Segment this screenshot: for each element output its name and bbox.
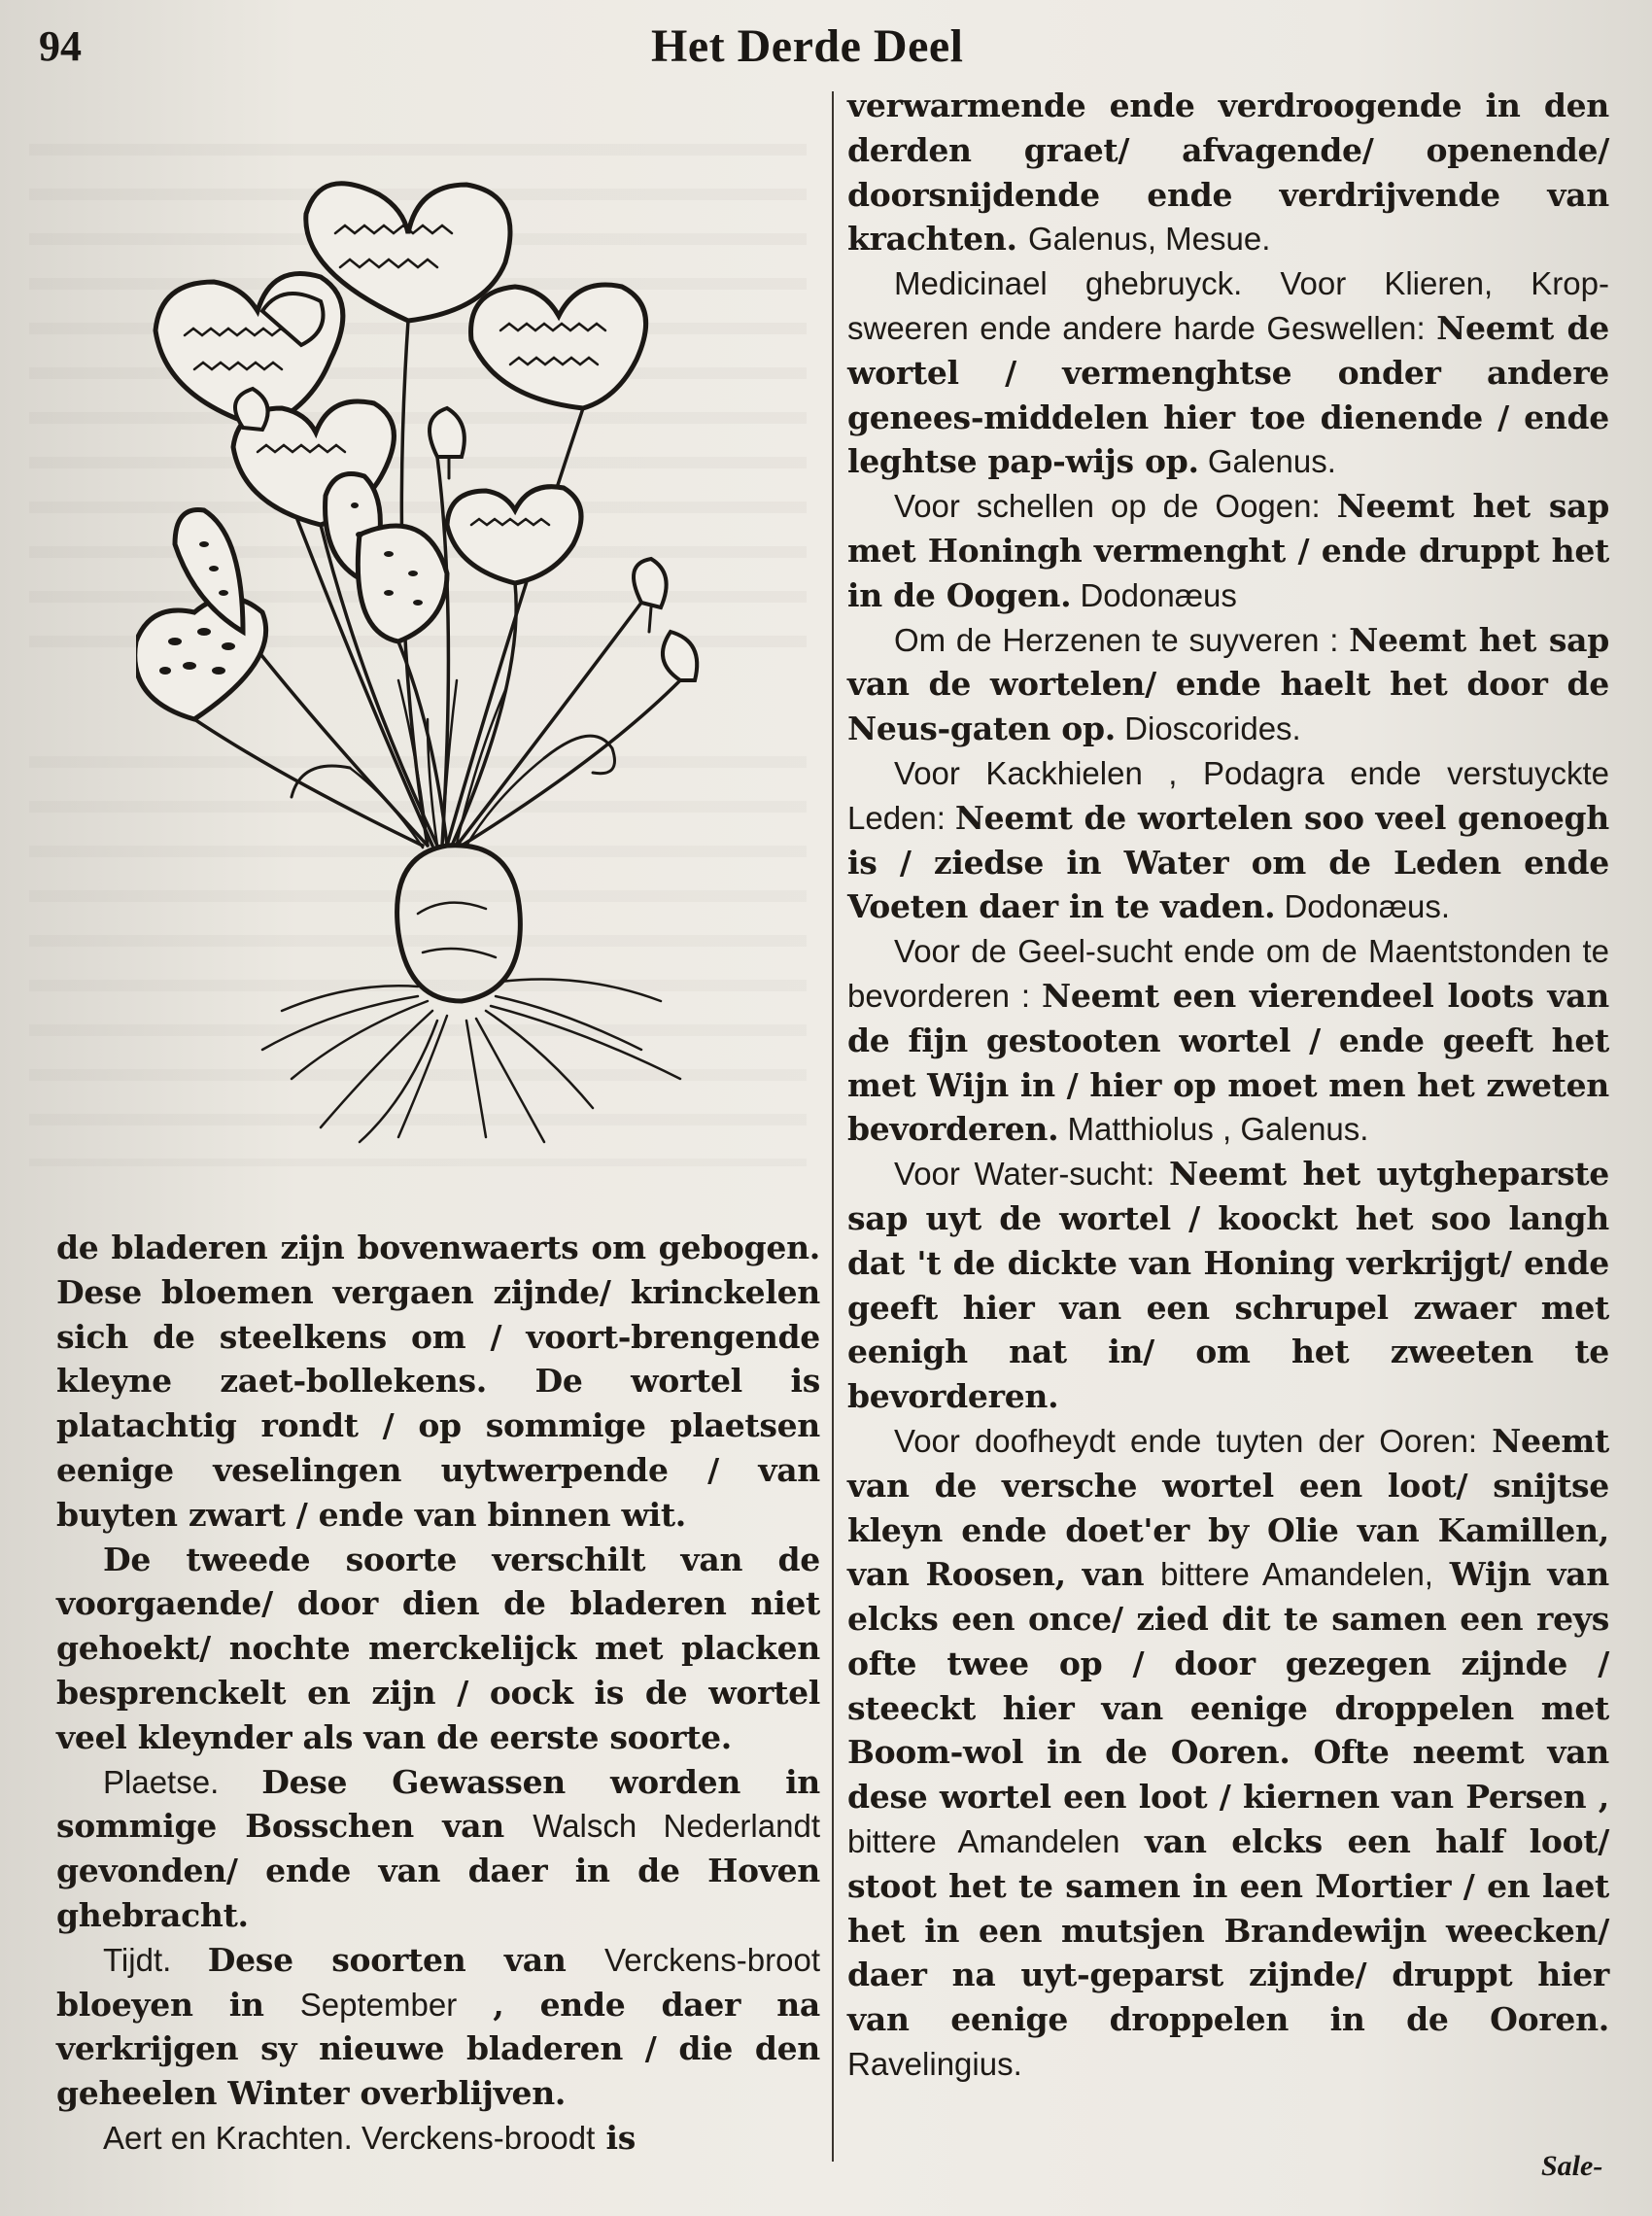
paragraph bbox=[847, 1419, 1609, 2087]
page-header bbox=[0, 14, 1652, 72]
paragraph bbox=[56, 2116, 820, 2161]
roman-run: Ravelingius. bbox=[847, 2046, 1022, 2083]
column-rule bbox=[832, 91, 834, 2162]
blackletter-run: gevonden/ ende van daer in de Hoven ghebracht. bbox=[56, 1852, 820, 1934]
paragraph bbox=[847, 751, 1609, 929]
catchword: Sale- bbox=[1541, 2150, 1603, 2182]
roman-run: bittere Amandelen, bbox=[1160, 1556, 1433, 1593]
paragraph bbox=[56, 1938, 820, 2116]
paragraph bbox=[847, 618, 1609, 751]
roman-run: Dodonæus. bbox=[1275, 888, 1451, 925]
blackletter-run: bloeyen in bbox=[56, 1985, 300, 2024]
paragraph bbox=[847, 484, 1609, 617]
paragraph bbox=[847, 84, 1609, 261]
roman-run: Voor Kackhielen , Podagra ende verstuyckte Leden: bbox=[847, 754, 1609, 836]
blackletter-run: Neemt een vierendeel loots van de fijn gestooten wortel / ende geeft het met Wijn in / hier op moet men het zweten bevorderen. bbox=[847, 976, 1609, 1149]
paragraph bbox=[56, 1538, 820, 1760]
roman-run: bittere Amandelen bbox=[847, 1823, 1120, 1860]
blackletter-run: Dese soorten van bbox=[207, 1940, 605, 1979]
paragraph bbox=[847, 1152, 1609, 1419]
paragraph bbox=[56, 1760, 820, 1938]
roman-run: September bbox=[299, 1986, 458, 2023]
paragraph bbox=[847, 929, 1609, 1152]
roman-run: Tijdt. bbox=[103, 1941, 208, 1978]
blackletter-run: de bladeren zijn bovenwaerts om gebogen. Dese bloemen vergaen zijnde/ krinckelen sich de steelkens om / voort-brengende kleyne zaet-bollekens. De wortel is platachtig rondt / op sommige plaetsen eenige veselingen uytwerpende / van buyten zwart / ende van binnen wit. bbox=[56, 1229, 820, 1534]
roman-run: Om de Herzenen te suyveren : bbox=[894, 621, 1350, 658]
blackletter-run: , ende daer na verkrijgen sy nieuwe bladeren / die den geheelen Winter overblijven. bbox=[56, 1985, 820, 2113]
blackletter-run: De tweede soorte verschilt van de voorgaende/ door dien de bladeren niet gehoekt/ nochte merckelijck met placken besprenckelt en zijn / oock is de wortel veel kleynder als van de eerste soorte. bbox=[56, 1540, 820, 1756]
cyclamen-woodcut-icon bbox=[136, 175, 739, 1147]
roman-run: Dodonæus bbox=[1071, 576, 1237, 613]
paragraph bbox=[56, 1226, 820, 1538]
roman-run: Voor doofheydt ende tuyten der Ooren: bbox=[894, 1422, 1493, 1459]
blackletter-run: Dese Gewassen worden in sommige Bosschen van bbox=[56, 1762, 820, 1846]
tuber-icon bbox=[397, 846, 521, 1001]
blackletter-run: Wijn van elcks een once/ zied dit te samen een reys ofte twee op / door gezegen zijnde / steeckt hier van eenige droppelen met Boom-wol in de Ooren. Ofte neemt van dese wortel een loot / kiernen van Persen , bbox=[847, 1555, 1609, 1817]
running-head: Het Derde Deel bbox=[651, 20, 964, 72]
blackletter-run: Neemt het uytgheparste sap uyt de wortel / koockt het soo langh dat 't de dickte van Honing verkrijgt/ ende geeft hier van een schrupel zwaer met eenigh nat in/ om het zweeten te bevorderen. bbox=[847, 1155, 1610, 1416]
roman-run: Dioscorides. bbox=[1115, 710, 1301, 747]
roman-run: Galenus, Mesue. bbox=[1027, 221, 1271, 258]
roman-run: Walsch Nederlandt bbox=[533, 1808, 820, 1845]
roman-run: Galenus. bbox=[1198, 443, 1336, 480]
roman-run: Medicinael ghebruyck. Voor Klieren, Krop-sweeren ende andere harde Geswellen: bbox=[847, 265, 1609, 346]
page-number: 94 bbox=[39, 22, 82, 70]
left-text-column bbox=[56, 1226, 820, 2161]
roman-run: Plaetse. bbox=[103, 1763, 262, 1800]
blackletter-run: is bbox=[595, 2118, 636, 2157]
paragraph bbox=[847, 261, 1609, 484]
woodcut-ink bbox=[136, 184, 697, 1142]
blackletter-run: Neemt het sap van de wortelen/ ende haelt het door de Neus-gaten op. bbox=[847, 620, 1609, 748]
roman-run: Voor Water-sucht: bbox=[894, 1156, 1169, 1193]
blackletter-run: Neemt de wortel / vermenghtse onder andere genees-middelen hier toe dienende / ende leghtse pap-wijs op. bbox=[847, 308, 1610, 481]
blackletter-run: verwarmende ende verdroogende in den derden graet/ afvagende/ openende/ doorsnijdende ende verdrijvende van krachten. bbox=[847, 87, 1609, 259]
roman-run: Matthiolus , Galenus. bbox=[1058, 1111, 1369, 1148]
blackletter-run: Neemt de wortelen soo veel genoegh is / ziedse in Water om de Leden ende Voeten daer in te vaden. bbox=[847, 798, 1609, 926]
roman-run: Voor schellen op de Oogen: bbox=[894, 488, 1337, 525]
blackletter-run: Neemt het sap met Honingh vermenght / ende druppt het in de Oogen. bbox=[847, 487, 1609, 614]
roman-run: Voor de Geel-sucht ende om de Maentstonden te bevorderen : bbox=[847, 933, 1609, 1014]
right-text-column bbox=[847, 84, 1609, 2087]
root-fibres-icon bbox=[262, 980, 680, 1143]
blackletter-run: Neemt van de versche wortel een loot/ snijtse kleyn ende doet'er by Olie van Kamillen, van Roosen, van bbox=[847, 1421, 1609, 1594]
blackletter-run: van elcks een half loot/ stoot het te samen in een Mortier / en laet het in een mutsjen Brandewijn weecken/ daer na uyt-geparst zijnde/ druppt hier van eenige droppelen in de Ooren. bbox=[847, 1822, 1610, 2039]
roman-run: Verckens-broot bbox=[604, 1941, 820, 1978]
roman-run: Aert en Krachten. Verckens-broodt bbox=[103, 2119, 596, 2156]
